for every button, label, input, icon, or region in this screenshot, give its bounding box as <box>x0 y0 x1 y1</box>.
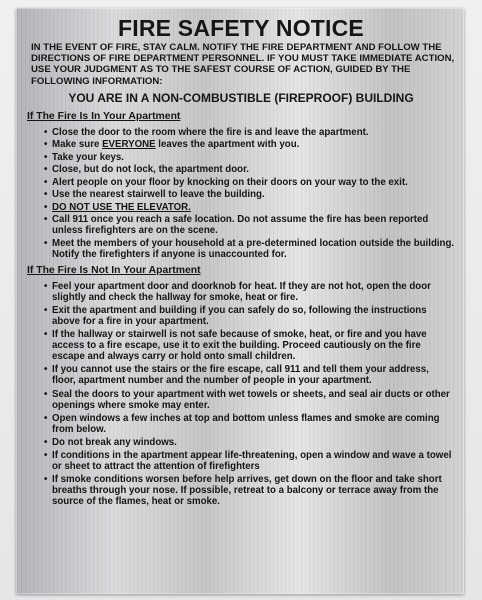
fire-safety-notice-sign <box>16 8 464 594</box>
bullet-icon: • <box>44 237 48 249</box>
list-item <box>44 474 455 507</box>
item-text: Feel your apartment door and doorknob for heat. If they are not hot, open the door slightly and check the hallway for smoke, heat or fire. <box>52 280 431 303</box>
section-heading: If The Fire Is Not In Your Apartment <box>27 264 201 276</box>
item-text: Take your keys. <box>52 151 124 163</box>
item-text: leaves the apartment with you. <box>155 139 300 151</box>
list-item <box>44 139 455 150</box>
item-text: Use the nearest stairwell to leave the building. <box>52 189 265 201</box>
list-item <box>44 238 455 260</box>
bullet-icon: • <box>44 214 48 226</box>
item-text: If smoke conditions worsen before help arrives, get down on the floor and take short breaths through your nose. If possible, retreat to a balcony or terrace away from the source of the flames, heat or smoke. <box>52 474 442 508</box>
section-heading: If The Fire Is In Your Apartment <box>27 110 181 122</box>
item-text: If conditions in the apartment appear life-threatening, open a window and wave a towel or sheet to attract the attention of firefighters <box>52 450 452 473</box>
list-item <box>44 329 455 362</box>
list-item <box>44 413 455 435</box>
list-item <box>44 214 455 236</box>
bullet-icon: • <box>44 474 48 486</box>
bullet-icon: • <box>44 329 48 341</box>
item-text: Exit the apartment and building if you can safely do so, following the instructions above for a fire in your apartment. <box>52 305 427 327</box>
item-text: Meet the members of your household at a pre-determined location outside the building. Notify the firefighters if anyone is unaccounted for. <box>52 237 455 260</box>
item-text: Close the door to the room where the fire is and leave the apartment. <box>52 126 369 138</box>
item-text: Close, but do not lock, the apartment door. <box>52 164 249 176</box>
list-item <box>44 127 455 138</box>
list-item <box>44 437 455 448</box>
section-fire-not-in-apartment <box>27 264 455 508</box>
bullet-icon: • <box>44 176 48 188</box>
list-item <box>44 189 455 200</box>
bullet-icon: • <box>44 164 48 176</box>
item-text: If the hallway or stairwell is not safe because of smoke, heat, or fire and you have access to a fire escape, use it to exit the building. Proceed cautiously on the fire escape and always carry or hold onto small children. <box>52 329 427 363</box>
bullet-icon: • <box>44 436 48 448</box>
instruction-list <box>27 127 455 260</box>
bullet-icon: • <box>44 305 48 316</box>
item-text: Seal the doors to your apartment with wet towels or sheets, and seal air ducts or other openings where smoke may enter. <box>52 388 450 411</box>
list-item <box>44 177 455 188</box>
section-fire-in-apartment <box>27 110 455 260</box>
bullet-icon: • <box>44 126 48 138</box>
list-item <box>44 389 455 411</box>
bullet-icon: • <box>44 139 48 151</box>
elevator-warning: DO NOT USE THE ELEVATOR. <box>52 201 191 213</box>
bullet-icon: • <box>44 151 48 163</box>
notice-intro: IN THE EVENT OF FIRE, STAY CALM. NOTIFY THE FIRE DEPARTMENT AND FOLLOW THE DIRECTIONS OF FIRE DEPARTMENT PERSONNEL. IF YOU MUST TAKE IMMEDIATE ACTION, USE YOUR JUDGMENT AS TO THE SAFEST COURSE OF ACTION, GUIDED BY THE FOLLOWING INFORMATION: <box>31 42 455 87</box>
item-text: Alert people on your floor by knocking on their doors on your way to the exit. <box>52 176 408 188</box>
bullet-icon: • <box>44 364 48 376</box>
list-item <box>44 305 455 327</box>
bullet-icon: • <box>44 189 48 201</box>
item-text: Make sure <box>52 139 103 151</box>
list-item <box>44 164 455 175</box>
item-text: Open windows a few inches at top and bottom unless flames and smoke are coming from below. <box>52 412 440 435</box>
bullet-icon: • <box>44 412 48 424</box>
list-item <box>44 364 455 386</box>
bullet-icon: • <box>44 201 48 213</box>
bullet-icon: • <box>44 388 48 400</box>
list-item <box>44 281 455 303</box>
emphasis-text: EVERYONE <box>102 139 156 151</box>
item-text: If you cannot use the stairs or the fire escape, call 911 and tell them your address, floor, apartment number and the number of people in your apartment. <box>52 364 429 387</box>
instruction-list <box>27 281 455 508</box>
bullet-icon: • <box>44 450 48 462</box>
notice-title: FIRE SAFETY NOTICE <box>118 15 364 41</box>
list-item <box>44 152 455 163</box>
list-item <box>44 450 455 472</box>
bullet-icon: • <box>44 280 48 292</box>
list-item <box>44 202 455 213</box>
building-type-heading: YOU ARE IN A NON-COMBUSTIBLE (FIREPROOF) BUILDING <box>68 90 414 105</box>
item-text: Do not break any windows. <box>52 436 177 448</box>
item-text: Call 911 once you reach a safe location. Do not assume the fire has been reported unless firefighters are on the scene. <box>52 214 429 237</box>
